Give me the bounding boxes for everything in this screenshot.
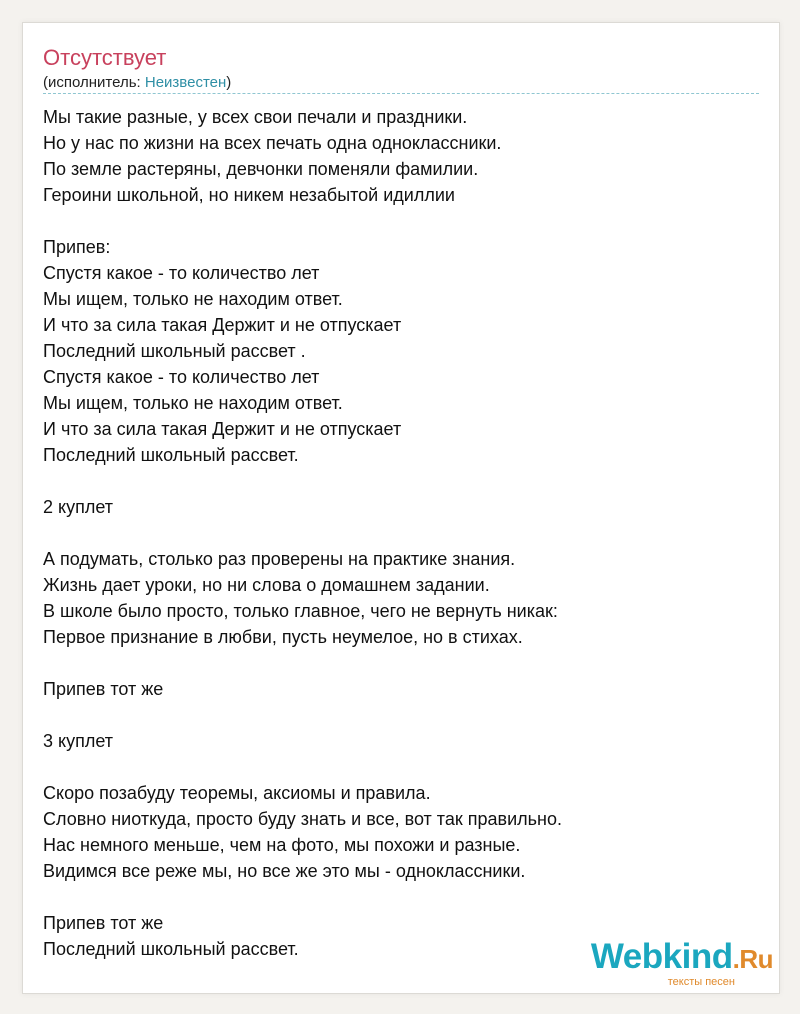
lyrics-card: [22, 22, 780, 994]
lyric-line: Припев:: [43, 237, 111, 257]
lyrics-text: [43, 104, 759, 962]
lyric-line: Первое признание в любви, пусть неумелое, но в стихах.: [43, 627, 523, 647]
lyric-line: Но у нас по жизни на всех печать одна одноклассники.: [43, 133, 502, 153]
lyric-blank-line: [43, 520, 759, 546]
artist-byline: [43, 73, 231, 93]
lyric-blank-line: [43, 884, 759, 910]
lyric-line: 2 куплет: [43, 497, 113, 517]
lyric-blank-line: [43, 702, 759, 728]
title-divider: [43, 93, 759, 94]
lyric-line: И что за сила такая Держит и не отпускает: [43, 315, 402, 335]
lyric-line: Словно ниоткуда, просто буду знать и все, вот так правильно.: [43, 809, 562, 829]
lyric-line: Жизнь дает уроки, но ни слова о домашнем задании.: [43, 575, 490, 595]
lyric-line: Спустя какое - то количество лет: [43, 367, 320, 387]
logo-name: Webkind: [590, 937, 733, 976]
lyric-line: Припев тот же: [43, 679, 164, 699]
lyric-line: Спустя какое - то количество лет: [43, 263, 320, 283]
logo-tld: .Ru: [732, 944, 773, 974]
lyric-line: Видимся все реже мы, но все же это мы - одноклассники.: [43, 861, 526, 881]
artist-link[interactable]: Неизвестен: [144, 74, 227, 91]
lyric-line: Последний школьный рассвет.: [43, 939, 299, 959]
lyric-line: И что за сила такая Держит и не отпускает: [43, 419, 402, 439]
lyric-line: А подумать, столько раз проверены на практике знания.: [43, 549, 516, 569]
site-logo[interactable]: [591, 939, 773, 987]
lyric-line: Последний школьный рассвет.: [43, 445, 299, 465]
lyric-line: Героини школьной, но никем незабытой идиллии: [43, 185, 455, 205]
byline-prefix: (исполнитель:: [43, 74, 145, 91]
lyric-blank-line: [43, 754, 759, 780]
lyric-blank-line: [43, 650, 759, 676]
lyric-line: Мы ищем, только не находим ответ.: [43, 393, 343, 413]
lyric-line: Мы ищем, только не находим ответ.: [43, 289, 343, 309]
lyric-line: Скоро позабуду теоремы, аксиомы и правила.: [43, 783, 431, 803]
lyric-line: 3 куплет: [43, 731, 113, 751]
song-title: Отсутствует: [43, 45, 167, 70]
lyric-blank-line: [43, 208, 759, 234]
lyric-line: По земле растеряны, девчонки поменяли фамилии.: [43, 159, 479, 179]
lyric-line: Мы такие разные, у всех свои печали и праздники.: [43, 107, 468, 127]
lyric-blank-line: [43, 468, 759, 494]
lyric-line: Нас немного меньше, чем на фото, мы похожи и разные.: [43, 835, 521, 855]
logo-tagline: тексты песен: [667, 976, 735, 988]
lyric-line: Последний школьный рассвет .: [43, 341, 306, 361]
lyric-line: Припев тот же: [43, 913, 164, 933]
lyric-line: В школе было просто, только главное, чего не вернуть никак:: [43, 601, 558, 621]
byline-suffix: ): [226, 74, 232, 91]
